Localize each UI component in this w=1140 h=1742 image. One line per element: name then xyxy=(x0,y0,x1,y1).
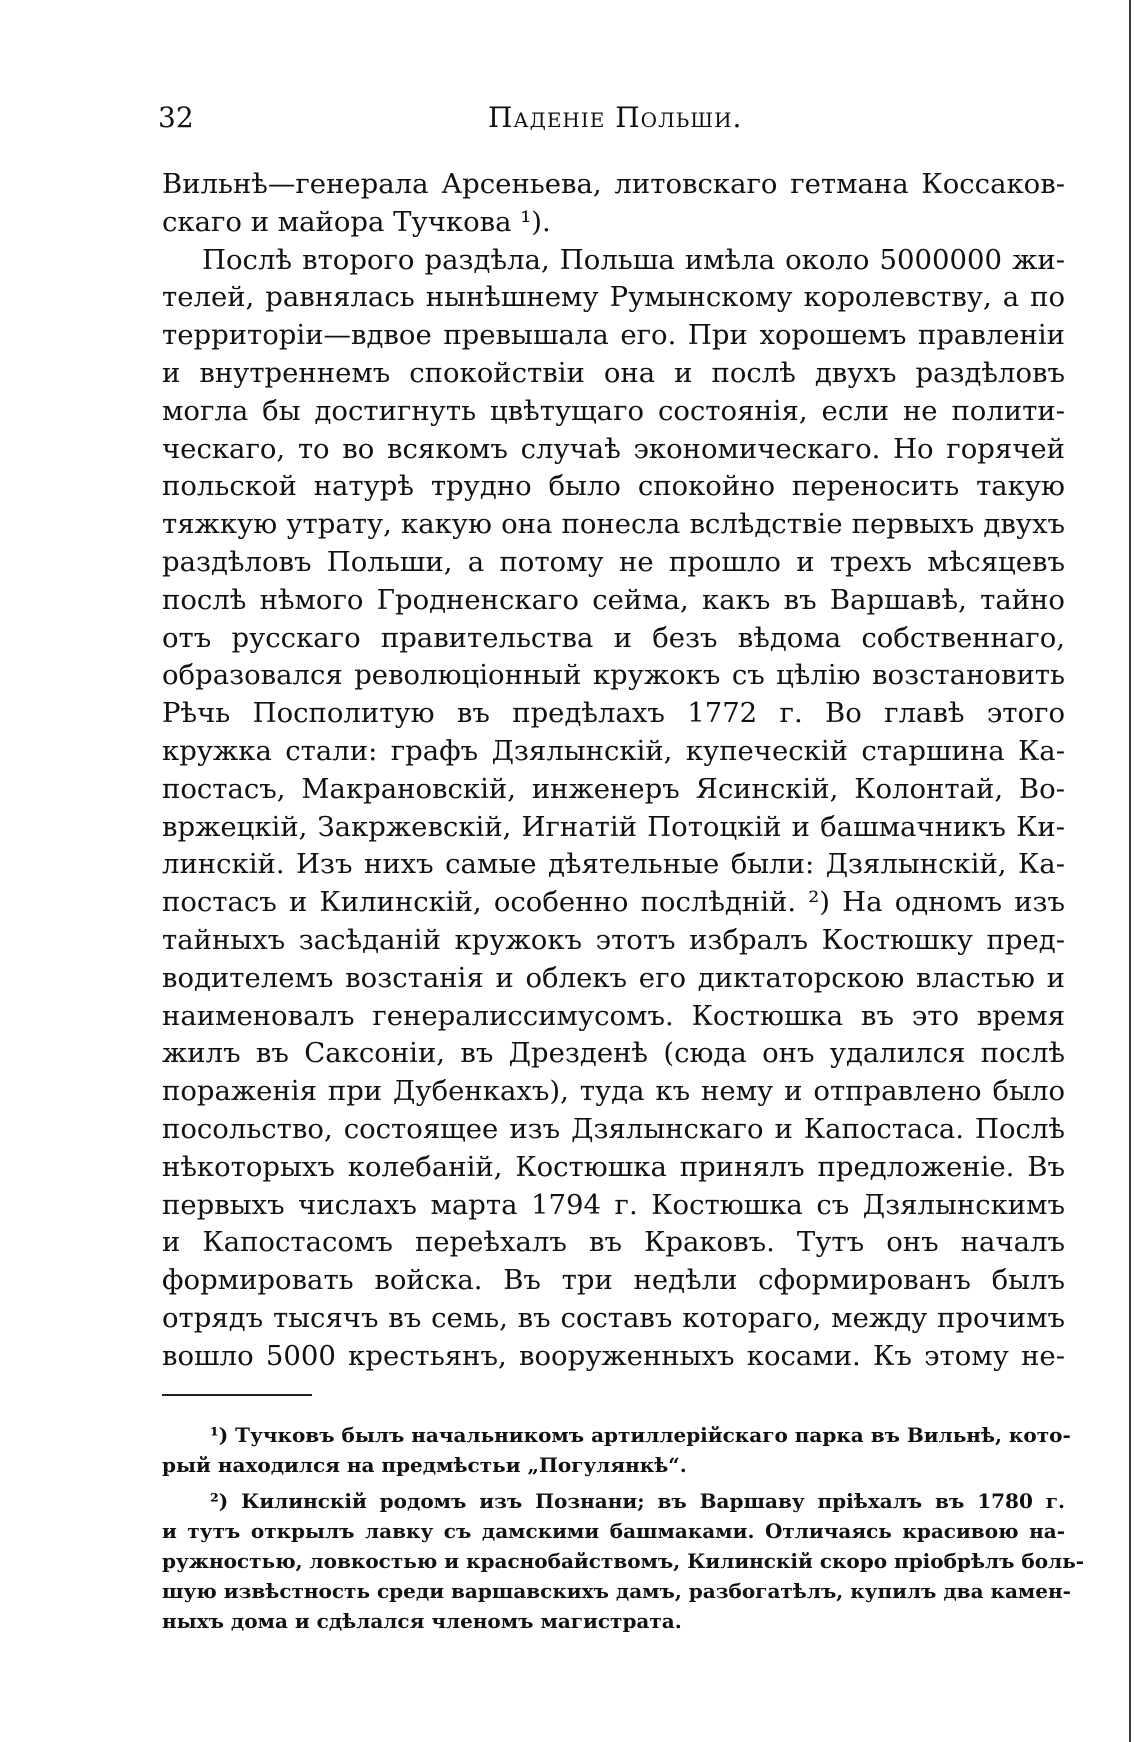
text-line: территоріи—вдвое превышала его. При хорошемъ правленіи xyxy=(162,319,1065,352)
footnote-line: ²) Килинскій родомъ изъ Познани; въ Варшаву пріѣхалъ въ 1780 г. xyxy=(210,1489,1065,1513)
footnote-line: ¹) Тучковъ былъ начальникомъ артиллерійскаго парка въ Вильнѣ, кото- xyxy=(210,1423,1071,1447)
body-text xyxy=(162,166,1065,1376)
text-line: раздѣловъ Польши, а потому не прошло и трехъ мѣсяцевъ xyxy=(162,545,1065,578)
footnote-line: ныхъ дома и сдѣлался членомъ магистрата. xyxy=(162,1609,682,1633)
text-line: Вильнѣ—генерала Арсеньева, литовскаго гетмана Коссаков- xyxy=(162,168,1065,200)
footnote-1 xyxy=(162,1420,1071,1480)
footnotes xyxy=(162,1420,1085,1636)
text-line: польской натурѣ трудно было спокойно переносить такую xyxy=(162,470,1065,503)
text-line: тяжкую утрату, какую она понесла вслѣдствіе первыхъ двухъ xyxy=(162,508,1065,541)
text-line: образовался революціонный кружокъ съ цѣлію возстановить xyxy=(162,659,1065,692)
text-line: посольство, состоящее изъ Дзялынскаго и Капостаса. Послѣ xyxy=(162,1112,1065,1145)
footnote-2 xyxy=(162,1486,1085,1636)
text-line: линскій. Изъ нихъ самые дѣятельные были: Дзялынскій, Ка- xyxy=(162,848,1065,881)
text-line: вошло 5000 крестьянъ, вооруженныхъ косами. Къ этому не- xyxy=(162,1339,1065,1372)
text-line: нѣкоторыхъ колебаній, Костюшка принялъ предложеніе. Въ xyxy=(162,1150,1065,1183)
footnote-line: и тутъ открылъ лавку съ дамскими башмаками. Отличаясь красивою на- xyxy=(162,1519,1065,1543)
page-header xyxy=(158,98,1058,138)
text-line: ческаго, то во всякомъ случаѣ экономическаго. Но горячей xyxy=(162,432,1065,465)
text-line: скаго и майора Тучкова ¹). xyxy=(162,205,551,238)
footnote-line: ружностью, ловкостью и краснобайствомъ, Килинскій скоро пріобрѣлъ боль- xyxy=(162,1549,1085,1573)
text-line: могла бы достигнуть цвѣтущаго состоянія, если не полити- xyxy=(162,394,1065,427)
page-edge-line xyxy=(1129,0,1131,1742)
text-line: и Капостасомъ переѣхалъ въ Краковъ. Тутъ онъ началъ xyxy=(162,1226,1065,1259)
text-line: водителемъ возстанія и облекъ его диктаторскою властью и xyxy=(162,961,1065,994)
text-line: Послѣ второго раздѣла, Польша имѣла около 5000000 жи- xyxy=(202,243,1065,276)
text-line: первыхъ числахъ марта 1794 г. Костюшка съ Дзялынскимъ xyxy=(162,1188,1065,1221)
text-line: послѣ нѣмого Гродненскаго сейма, какъ въ Варшавѣ, тайно xyxy=(162,583,1065,616)
text-line: наименовалъ генералиссимусомъ. Костюшка въ это время xyxy=(162,999,1065,1032)
footnote-line: рый находился на предмѣстьи „Погулянкѣ“. xyxy=(162,1453,687,1477)
text-line: телей, равнялась нынѣшнему Румынскому королевству, а по xyxy=(162,281,1065,314)
footnote-divider xyxy=(162,1394,312,1396)
text-line: постасъ, Макрановскій, инженеръ Ясинскій, Колонтай, Во- xyxy=(162,772,1065,805)
running-title: Паденіе Польши. xyxy=(488,101,743,134)
text-line: формировать войска. Въ три недѣли сформированъ былъ xyxy=(162,1264,1065,1297)
text-line: и внутреннемъ спокойствіи она и послѣ двухъ раздѣловъ xyxy=(162,356,1065,389)
footnote-line: шую извѣстность среди варшавскихъ дамъ, разбогатѣлъ, купилъ два камен- xyxy=(162,1579,1071,1603)
text-line: пораженія при Дубенкахъ), туда къ нему и отправлено было xyxy=(162,1075,1065,1108)
text-line: Рѣчь Посполитую въ предѣлахъ 1772 г. Во главѣ этого xyxy=(162,697,1065,730)
text-line: постасъ и Килинскій, особенно послѣдній. ²) На одномъ изъ xyxy=(162,886,1065,919)
text-line: кружка стали: графъ Дзялынскій, купеческій старшина Ка- xyxy=(162,734,1065,767)
text-line: отъ русскаго правительства и безъ вѣдома собственнаго, xyxy=(162,621,1065,654)
text-line: тайныхъ засѣданій кружокъ этотъ избралъ Костюшку пред- xyxy=(162,923,1065,956)
text-line: вржецкій, Закржевскій, Игнатій Потоцкій и башмачникъ Ки- xyxy=(162,810,1065,843)
text-line: жилъ въ Саксоніи, въ Дрезденѣ (сюда онъ удалился послѣ xyxy=(162,1037,1065,1070)
text-line: отрядъ тысячъ въ семь, въ составъ котораго, между прочимъ xyxy=(162,1301,1065,1334)
page-number: 32 xyxy=(158,101,194,134)
